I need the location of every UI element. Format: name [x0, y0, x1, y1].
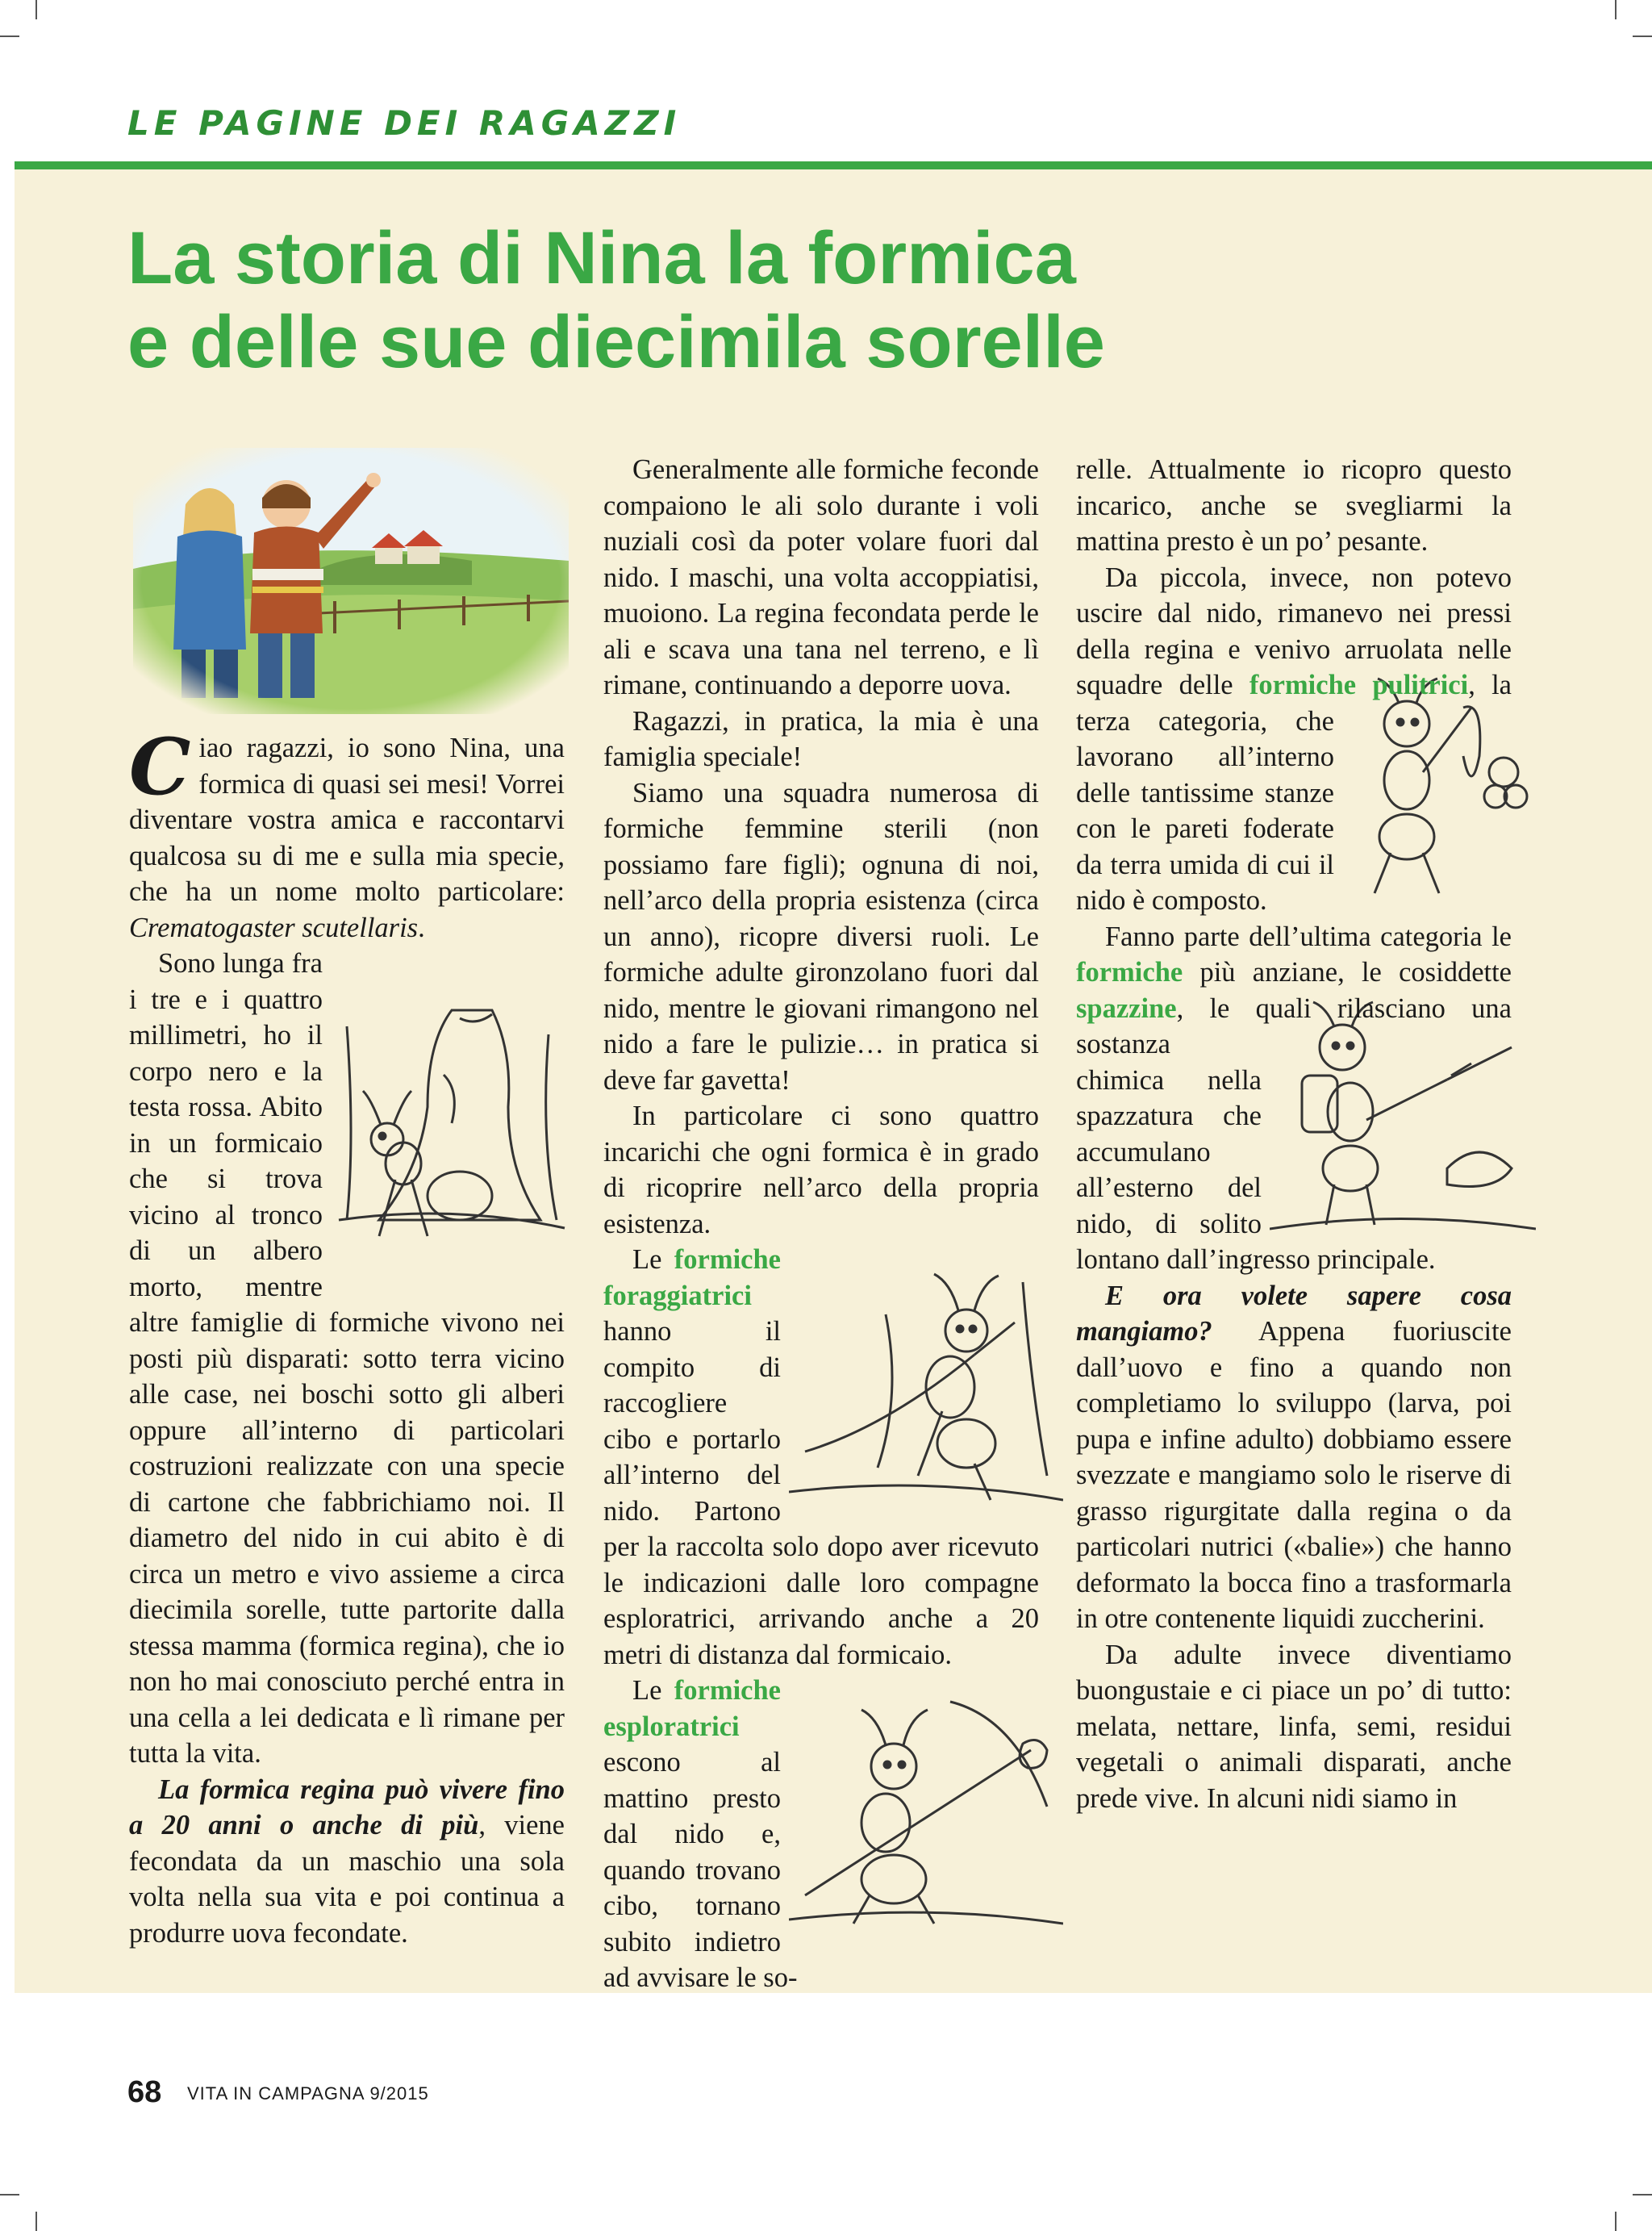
paragraph: Siamo una squadra numerosa di formiche femmine sterili (non possiamo fare figli); ognuna di noi, nell’arco della propria esistenza (circa un anno), ricopre diversi ruoli. Le formiche adulte gironzolano fuori dal nido, mentre le giovani rimangono nel nido a fare le pulizie… in pratica si deve far gavetta! [603, 777, 1039, 1096]
page-number: 68 [127, 2075, 162, 2109]
paragraph: Le formiche esploratrici escono al mattino presto dal nido e, quando trovano cibo, tornano subito indietro ad avvisare le so- [603, 1673, 1039, 1996]
title-line-1: La storia di Nina la formica [127, 217, 1076, 299]
column-3 [1076, 452, 1512, 1816]
crop-mark [1615, 0, 1617, 19]
formiche-label: formiche [1076, 957, 1183, 988]
column-1 [129, 721, 565, 1951]
crop-mark [0, 2194, 19, 2195]
magazine-issue: VITA IN CAMPAGNA 9/2015 [187, 2083, 429, 2104]
paragraph: Le formiche foraggiatrici hanno il compito di raccogliere cibo e portarlo all’interno del nido. Partono per la raccolta solo dopo aver ricevuto le indicazioni dalle loro compagne esploratrici, arrivando anche a 20 metri di distanza dal formicaio. [603, 1242, 1039, 1673]
crop-mark [35, 0, 37, 19]
ant-with-bindle-illustration [789, 1694, 1063, 1928]
title-line-2: e delle sue diecimila sorelle [127, 301, 1105, 383]
paragraph: In particolare ci sono quattro incarichi che ogni formica è in grado di ricoprire nell’arco della propria esistenza. [603, 1101, 1039, 1239]
paragraph: E ora volete sapere cosa mangiamo? Appena fuoriuscite dall’uovo e fino a quando non completiamo lo sviluppo (larva, poi pupa e infine adulto) dobbiamo essere svezzate e mangiamo solo le riserve di grasso rigurgitate dalla regina o da particolari nutrici («balie») che hanno deformato la bocca fino a trasformarla in otre contenente liquidi zuccherini. [1076, 1280, 1512, 1634]
paragraph: Generalmente alle formiche feconde compaiono le ali solo durante i voli nuziali così da poter volare fuori dal nido. I maschi, una volta accoppiatisi, muoiono. La regina fecondata perde le ali e scava una tana nel terreno, e lì rimane, continuando a deporre uova. [603, 454, 1039, 700]
pulitrici-label: formiche pulitrici [1249, 670, 1469, 700]
paragraph: relle. Attualmente io ricopro questo incarico, anche se svegliarmi la mattina presto è un po’ pesante. [1076, 454, 1512, 557]
crop-mark [1633, 2194, 1652, 2195]
kicker-rule [15, 161, 1652, 169]
column-2 [603, 452, 1039, 1996]
crop-mark [1633, 36, 1652, 37]
ant-at-tree-stump-illustration [331, 978, 573, 1301]
crop-mark [1615, 2212, 1617, 2231]
paragraph: Da adulte invece diventiamo buongustaie e ci piace un po’ di tutto: melata, nettare, linfa, semi, residui vegetali o animali disparati, anche prede vive. In alcuni nidi siamo in [1076, 1639, 1512, 1814]
paragraph: La formica regina può vivere fino a 20 anni o anche di più, viene fecondata da un maschio una sola volta nella sua vita e poi continua a produrre uova fecondate. [129, 1774, 565, 1949]
foraggiatrici-label: formiche foraggiatrici [603, 1244, 781, 1311]
article-title [127, 216, 1579, 384]
intro-paragraph: Ciao ragazzi, io sono Nina, una formica di quasi sei mesi! Vorrei diventare vostra amica e raccontarvi qualcosa su di me e sulla mia specie, che ha un nome molto particolare: Crematogaster scutellaris. [129, 721, 565, 943]
species-name: Crematogaster scutellaris [129, 912, 419, 943]
question-heading: E ora volete sapere cosa mangiamo? [1076, 1280, 1512, 1347]
crop-mark [0, 36, 19, 37]
paragraph: Da piccola, invece, non potevo uscire dal nido, rimanevo nei pressi della regina e venivo arruolata nelle squadre delle formiche pulitrici, la terza categoria, che lavorano all’interno delle tantissime stanze con le pareti foderate da terra umida di cui il nido è composto. [1076, 560, 1512, 919]
crop-mark [35, 2212, 37, 2231]
highlight-sentence: La formica regina può vivere fino a 20 anni o anche di più [129, 1774, 565, 1840]
drop-cap: C [129, 721, 191, 813]
ant-carrying-stick-illustration [789, 1266, 1063, 1516]
paragraph: Ragazzi, in pratica, la mia è una famiglia speciale! [603, 705, 1039, 772]
spazzine-label: spazzine [1076, 992, 1177, 1024]
esploratrici-label: formiche esploratrici [603, 1675, 781, 1742]
ant-spraying-illustration [1270, 999, 1536, 1233]
section-kicker: LE PAGINE DEI RAGAZZI [127, 103, 682, 143]
children-meadow-illustration [133, 448, 569, 714]
ant-with-mop-illustration [1342, 675, 1536, 901]
paragraph: Sono lunga fra i tre e i quattro millimetri, ho il corpo nero e la testa rossa. Abito in un formicaio che si trova vicino al tronco di un albero morto, mentre altre famiglie di formiche vivono nei posti più disparati: sotto terra vicino alle case, nei boschi sotto gli alberi oppure all’interno di particolari costruzioni realizzate con una specie di cartone che fabbrichiamo noi. Il diametro del nido in cui abito è di circa un metro e vivo assieme a circa diecimila sorelle, tutte partorite dalla stessa mamma (formica regina), che io non ho mai conosciuto perché entra in una cella a lei dedicata e lì rimane per tutta la vita. [129, 946, 565, 1772]
paragraph: Fanno parte dell’ultima categoria le formiche più anziane, le cosiddette spazzine , le quali rilasciano una sostanza chimica nella spazzatura che accumulano all’esterno del nido, di solito lontano dall’ingresso principale. [1076, 919, 1512, 1278]
